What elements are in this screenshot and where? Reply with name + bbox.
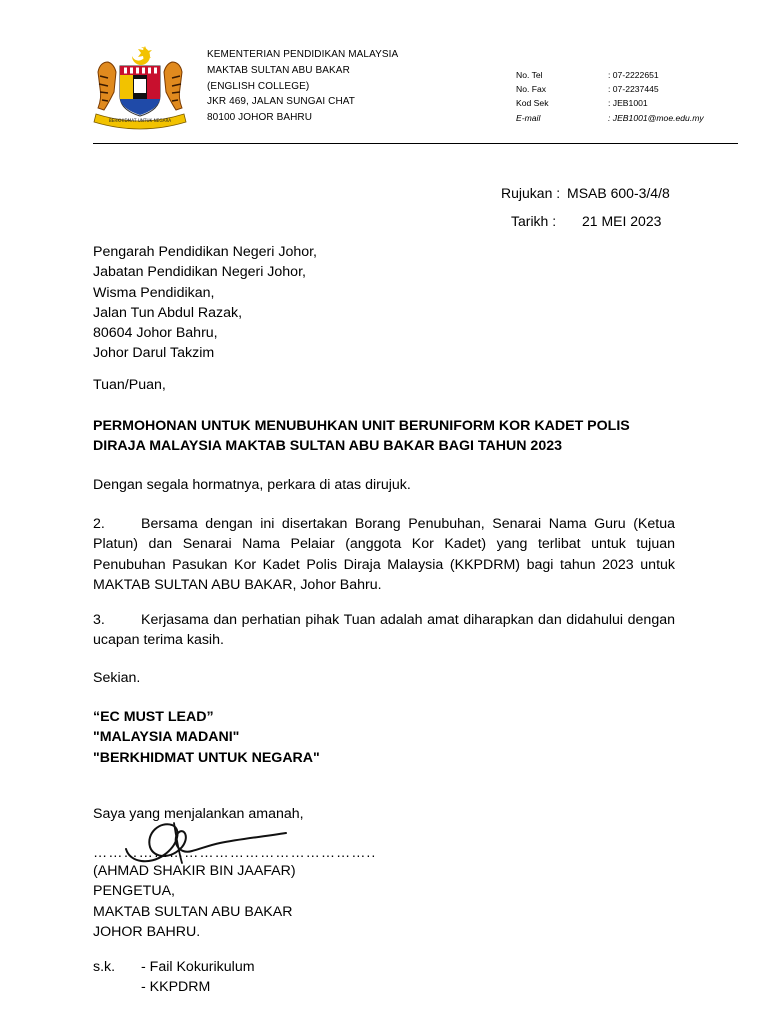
reference-number [501,185,670,201]
signatory-school: MAKTAB SULTAN ABU BAKAR [93,903,293,920]
signatory-city: JOHOR BAHRU. [93,923,201,940]
recipient-address [93,242,675,364]
contact-label: E-mail [516,112,541,123]
slogan-line: "MALAYSIA MADANI" [93,729,240,746]
subject-line: DIRAJA MALAYSIA MAKTAB SULTAN ABU BAKAR BAGI TAHUN 2023 [93,438,562,455]
paragraph-number: 3. [93,612,105,628]
school-name: MAKTAB SULTAN ABU BAKAR [207,64,350,76]
school-header [207,47,398,126]
recipient-line: Johor Darul Takzim [93,345,215,362]
letter-subject [93,416,675,457]
contact-label: No. Fax [516,84,547,95]
recipient-line: Jabatan Pendidikan Negeri Johor, [93,264,306,281]
school-alt-name: (ENGLISH COLLEGE) [207,80,310,92]
slogan-line: "BERKHIDMAT UNTUK NEGARA" [93,749,320,766]
contact-label: Kod Sek [516,98,549,109]
date-label: Tarikh : [511,213,557,229]
cc-label: s.k. [93,959,116,975]
contact-value: : JEB1001@moe.edu.my [608,112,704,123]
crest-motto: BERKHIDMAT UNTUK NEGARA [108,118,172,123]
cc-row [93,977,675,997]
coat-of-arms-logo [90,42,190,130]
cc-item: - KKPDRM [141,979,211,996]
address-line-2: 80100 JOHOR BAHRU [207,112,313,124]
letter-date [511,213,661,229]
paragraph-text: Kerjasama dan perhatian pihak Tuan adalah amat diharapkan dan didahului dengan ucapan terima kasih. [93,612,675,649]
signature-line: ……………………………………………….. [93,845,377,861]
paragraph-1: Dengan segala hormatnya, perkara di atas dirujuk. [93,477,411,493]
reference-label: Rujukan : [501,185,561,201]
contact-value: : 07-2222651 [608,70,659,80]
contact-label: No. Tel [516,70,543,80]
contact-block [516,68,704,125]
contact-email [516,111,704,125]
paragraph-text: Bersama dengan ini disertakan Borang Penubuhan, Senarai Nama Guru (Ketua Platun) dan Senarai Nama Pelaiar (anggota Kor Kadet) yang terlibat untuk tujuan Penubuhan Pasukan Kor Kadet Polis Diraja Malaysia (KKPDRM) bagi tahun 2023 untuk MAKTAB SULTAN ABU BAKAR, Johor Bahru. [93,516,675,593]
paragraph-number: 2. [93,516,105,532]
contact-fax [516,82,704,96]
cc-row [93,957,675,977]
date-value: 21 MEI 2023 [582,213,662,229]
cc-list [93,957,675,998]
paragraph-3 [93,610,675,651]
slogans [93,707,675,768]
subject-line: PERMOHONAN UNTUK MENUBUHKAN UNIT BERUNIFORM KOR KADET POLIS [93,418,630,434]
contact-value: : JEB1001 [608,98,648,109]
recipient-line: Jalan Tun Abdul Razak, [93,304,243,321]
contact-school-code [516,96,704,110]
ministry-name: KEMENTERIAN PENDIDIKAN MALAYSIA [207,49,399,60]
slogan-line: “EC MUST LEAD” [93,709,214,725]
contact-value: : 07-2237445 [608,84,659,95]
signatory-block [93,861,675,942]
recipient-line: Wisma Pendidikan, [93,284,215,301]
signatory-title: PENGETUA, [93,883,175,900]
contact-tel [516,68,704,82]
paragraph-2 [93,514,675,595]
closing: Sekian. [93,670,141,686]
header-divider [93,143,738,144]
recipient-line: Pengarah Pendidikan Negeri Johor, [93,244,317,260]
salutation: Tuan/Puan, [93,377,166,393]
signatory-name: (AHMAD SHAKIR BIN JAAFAR) [93,863,296,879]
reference-value: MSAB 600-3/4/8 [567,185,670,201]
recipient-line: 80604 Johor Bahru, [93,325,218,342]
address-line-1: JKR 469, JALAN SUNGAI CHAT [207,96,356,108]
sign-intro: Saya yang menjalankan amanah, [93,806,304,822]
cc-item: - Fail Kokurikulum [141,959,255,975]
